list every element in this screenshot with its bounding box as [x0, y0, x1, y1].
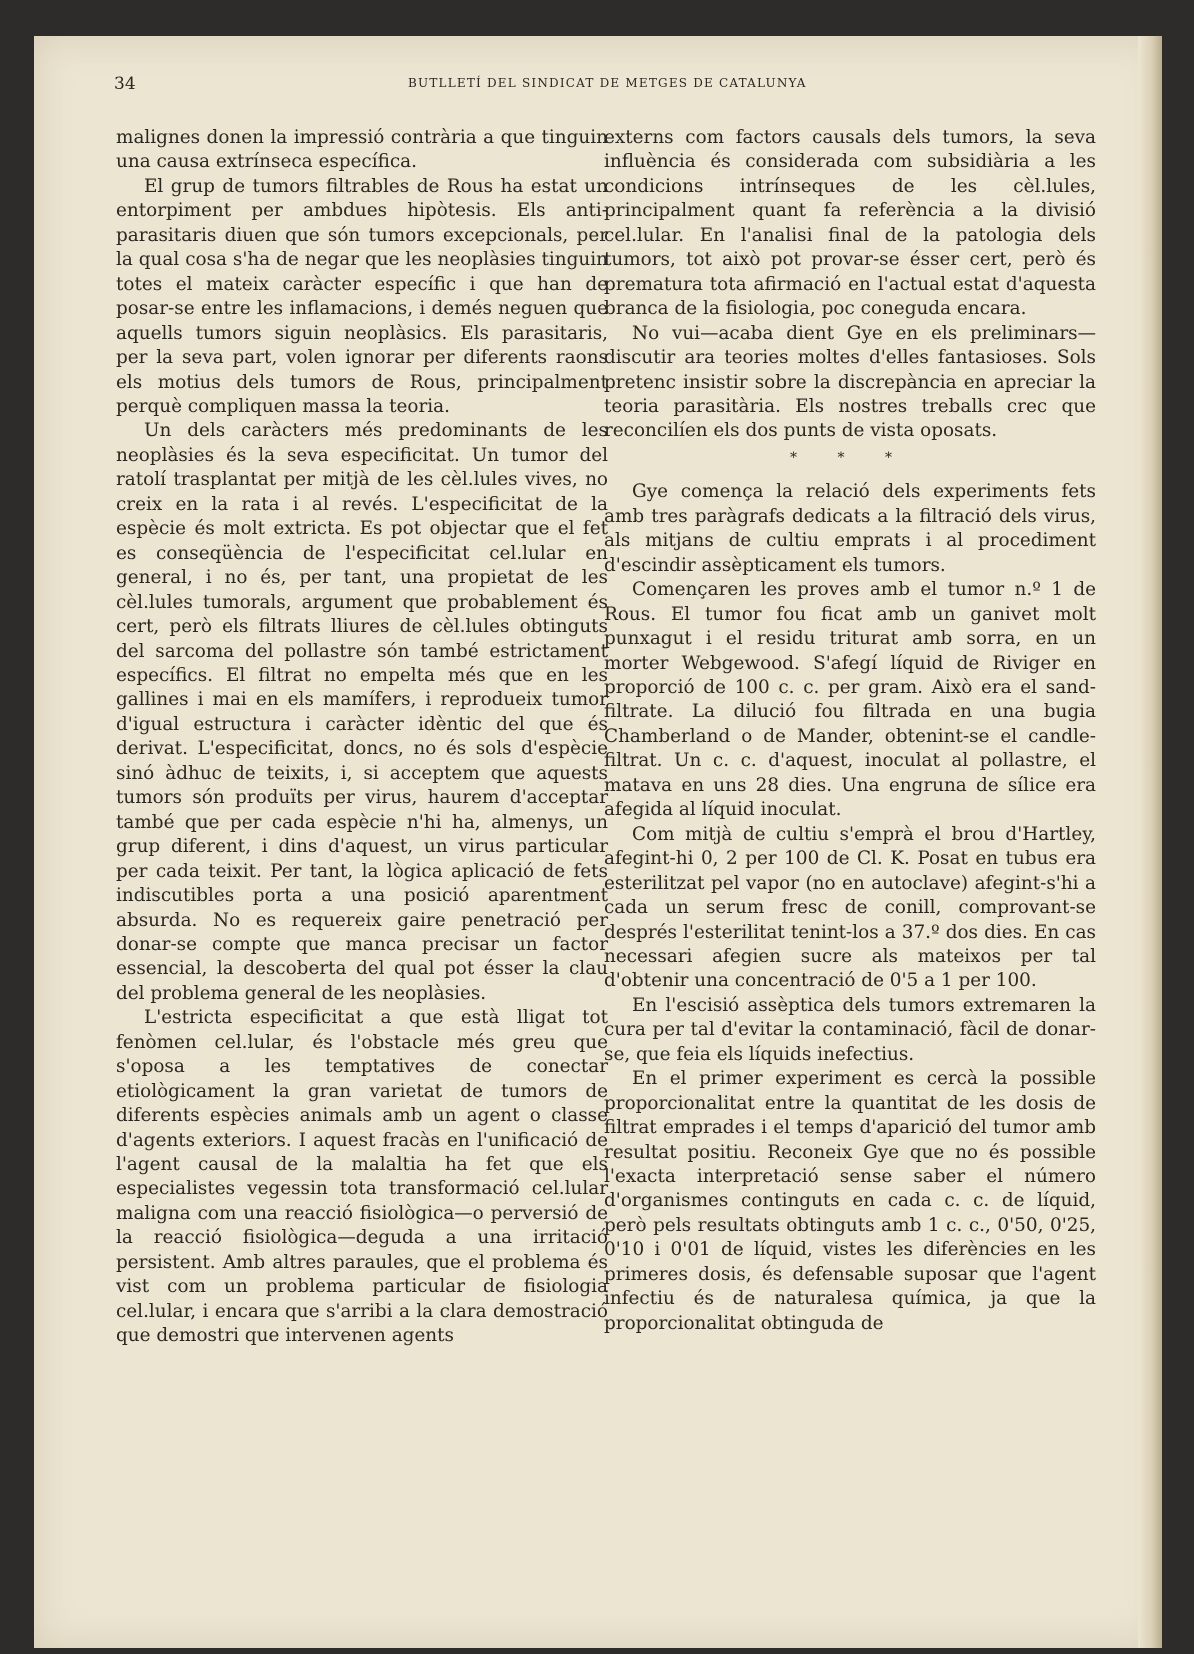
- paragraph: Un dels caràcters més predominants de les neoplàsies és la seva especificitat. Un tumor del ratolí trasplantat per mitjà de les cèl.lules vives, no creix en la rata i al revés. L'especificitat de la espècie és molt extricta. Es pot objectar que el fet es conseqüència de l'especificitat cel.lular en general, i no és, per tant, una propietat de les cèl.lules tumorals, argument que probablement és cert, però els filtrats lliures de cèl.lules obtinguts del sarcoma del pollastre són també estrictament específics. El filtrat no empelta més que en les gallines i mai en els mamífers, i reprodueix tumor d'igual estructura i caràcter idèntic del que és derivat. L'especificitat, doncs, no és sols d'espècie sinó àdhuc de teixits, i, si acceptem que aquests tumors són produïts per virus, haurem d'acceptar també que per cada espècie n'hi ha, almenys, un grup diferent, i dins d'aquest, un virus particular per cada teixit. Per tant, la lògica aplicació de fets indiscutibles porta a una posició aparentment absurda. No es requereix gaire penetració per donar-se compte que manca precisar un factor essencial, la descoberta del qual pot ésser la clau del problema general de les neoplàsies.: [116, 420, 608, 1004]
- paragraph: No vui—acaba dient Gye en els preliminars—discutir ara teories moltes d'elles fantasioses. Sols pretenc insistir sobre la discrepància en apreciar la teoria parasitària. Els nostres treballs crec que reconcilíen els dos punts de vista oposats.: [604, 322, 1096, 442]
- paragraph: malignes donen la impressió contrària a que tinguin una causa extrínseca específica.: [116, 127, 608, 173]
- paragraph: Començaren les proves amb el tumor n.º 1 de Rous. El tumor fou ficat amb un ganivet molt punxagut i el residu triturat amb sorra, en un morter Webgewood. S'afegí líquid de Riviger en proporció de 100 c. c. per gram. Això era el sand-filtrate. La dilució fou filtrada en una bugia Chamberland o de Mander, obtenint-se el candle-filtrat. Un c. c. d'aquest, inoculat al pollastre, el matava en uns 28 dies. Una engruna de sílice era afegida al líquid inoculat.: [604, 579, 1096, 821]
- paragraph: L'estricta especificitat a que està lligat tot fenòmen cel.lular, és l'obstacle més greu que s'oposa a les temptatives de conectar etiològicament la gran varietat de tumors de diferents espècies animals amb un agent o classe d'agents exteriors. I aquest fracàs en l'unificació de l'agent causal de la malaltia ha fet que els especialistes vegessin tota transformació cel.lular maligna com una reacció fisiològica—o perversió de la reacció fisiològica—deguda a una irritació persistent. Amb altres paraules, que el problema és vist com un problema particular de fisiologia cel.lular, i encara que s'arribi a la clara demostració que demostri que intervenen agents: [116, 1007, 608, 1347]
- running-title: BUTLLETÍ DEL SINDICAT DE METGES DE CATALUNYA: [408, 76, 807, 90]
- paragraph: Gye comença la relació dels experiments fets amb tres paràgrafs dedicats a la filtració dels virus, als mitjans de cultiu emprats i al procediment d'escindir assèpticament els tumors.: [604, 481, 1096, 576]
- paragraph: En el primer experiment es cercà la possible proporcionalitat entre la quantitat de les dosis de filtrat emprades i el temps d'aparició del tumor amb resultat positiu. Reconeix Gye que no és possible l'exacta interpretació sense saber el número d'organismes continguts en cada c. c. de líquid, però pels resultats obtinguts amb 1 c. c., 0'50, 0'25, 0'10 i 0'01 de líquid, vistes les diferències en les primeres dosis, és defensable suposar que l'agent infectiu és de naturalesa química, ja que la proporcionalitat obtinguda de: [604, 1068, 1096, 1334]
- paragraph: En l'escisió assèptica dels tumors extremaren la cura per tal d'evitar la contaminació, fàcil de donar-se, que feia els líquids inefectius.: [604, 994, 1096, 1065]
- paragraph: Com mitjà de cultiu s'emprà el brou d'Hartley, afegint-hi 0, 2 per 100 de Cl. K. Posat en tubus era esterilitzat pel vapor (no en autoclave) afegint-s'hi a cada un serum fresc de conill, comprovant-se després l'esterilitat tenint-los a 37.º dos dies. En cas necessari afegien sucre als mateixos per tal d'obtenir una concentració de 0'5 a 1 per 100.: [604, 823, 1096, 992]
- paragraph: externs com factors causals dels tumors, la seva influència és considerada com subsidiària a les condicions intrínseques de les cèl.lules, principalment quant fa referència a la divisió cel.lular. En l'analisi final de la patologia dels tumors, tot això pot provar-se ésser cert, però és prematura tota afirmació en l'actual estat d'aquesta branca de la fisiologia, poc coneguda encara.: [604, 127, 1096, 320]
- section-separator: * * *: [790, 449, 910, 466]
- page-number: 34: [114, 74, 136, 94]
- left-column: [116, 126, 608, 1349]
- right-column: [604, 126, 1096, 1336]
- page-binding-edge: [1138, 36, 1162, 1648]
- paragraph: El grup de tumors filtrables de Rous ha estat un entorpiment per ambdues hipòtesis. Els anti-parasitaris diuen que són tumors excepcionals, per la qual cosa s'ha de negar que les neoplàsies tinguin totes el mateix caràcter específic i que han de posar-se entre les inflamacions, i demés neguen que aquells tumors siguin neoplàsics. Els parasitaris, per la seva part, volen ignorar per diferents raons els motius dels tumors de Rous, principalment perquè compliquen massa la teoria.: [116, 175, 608, 417]
